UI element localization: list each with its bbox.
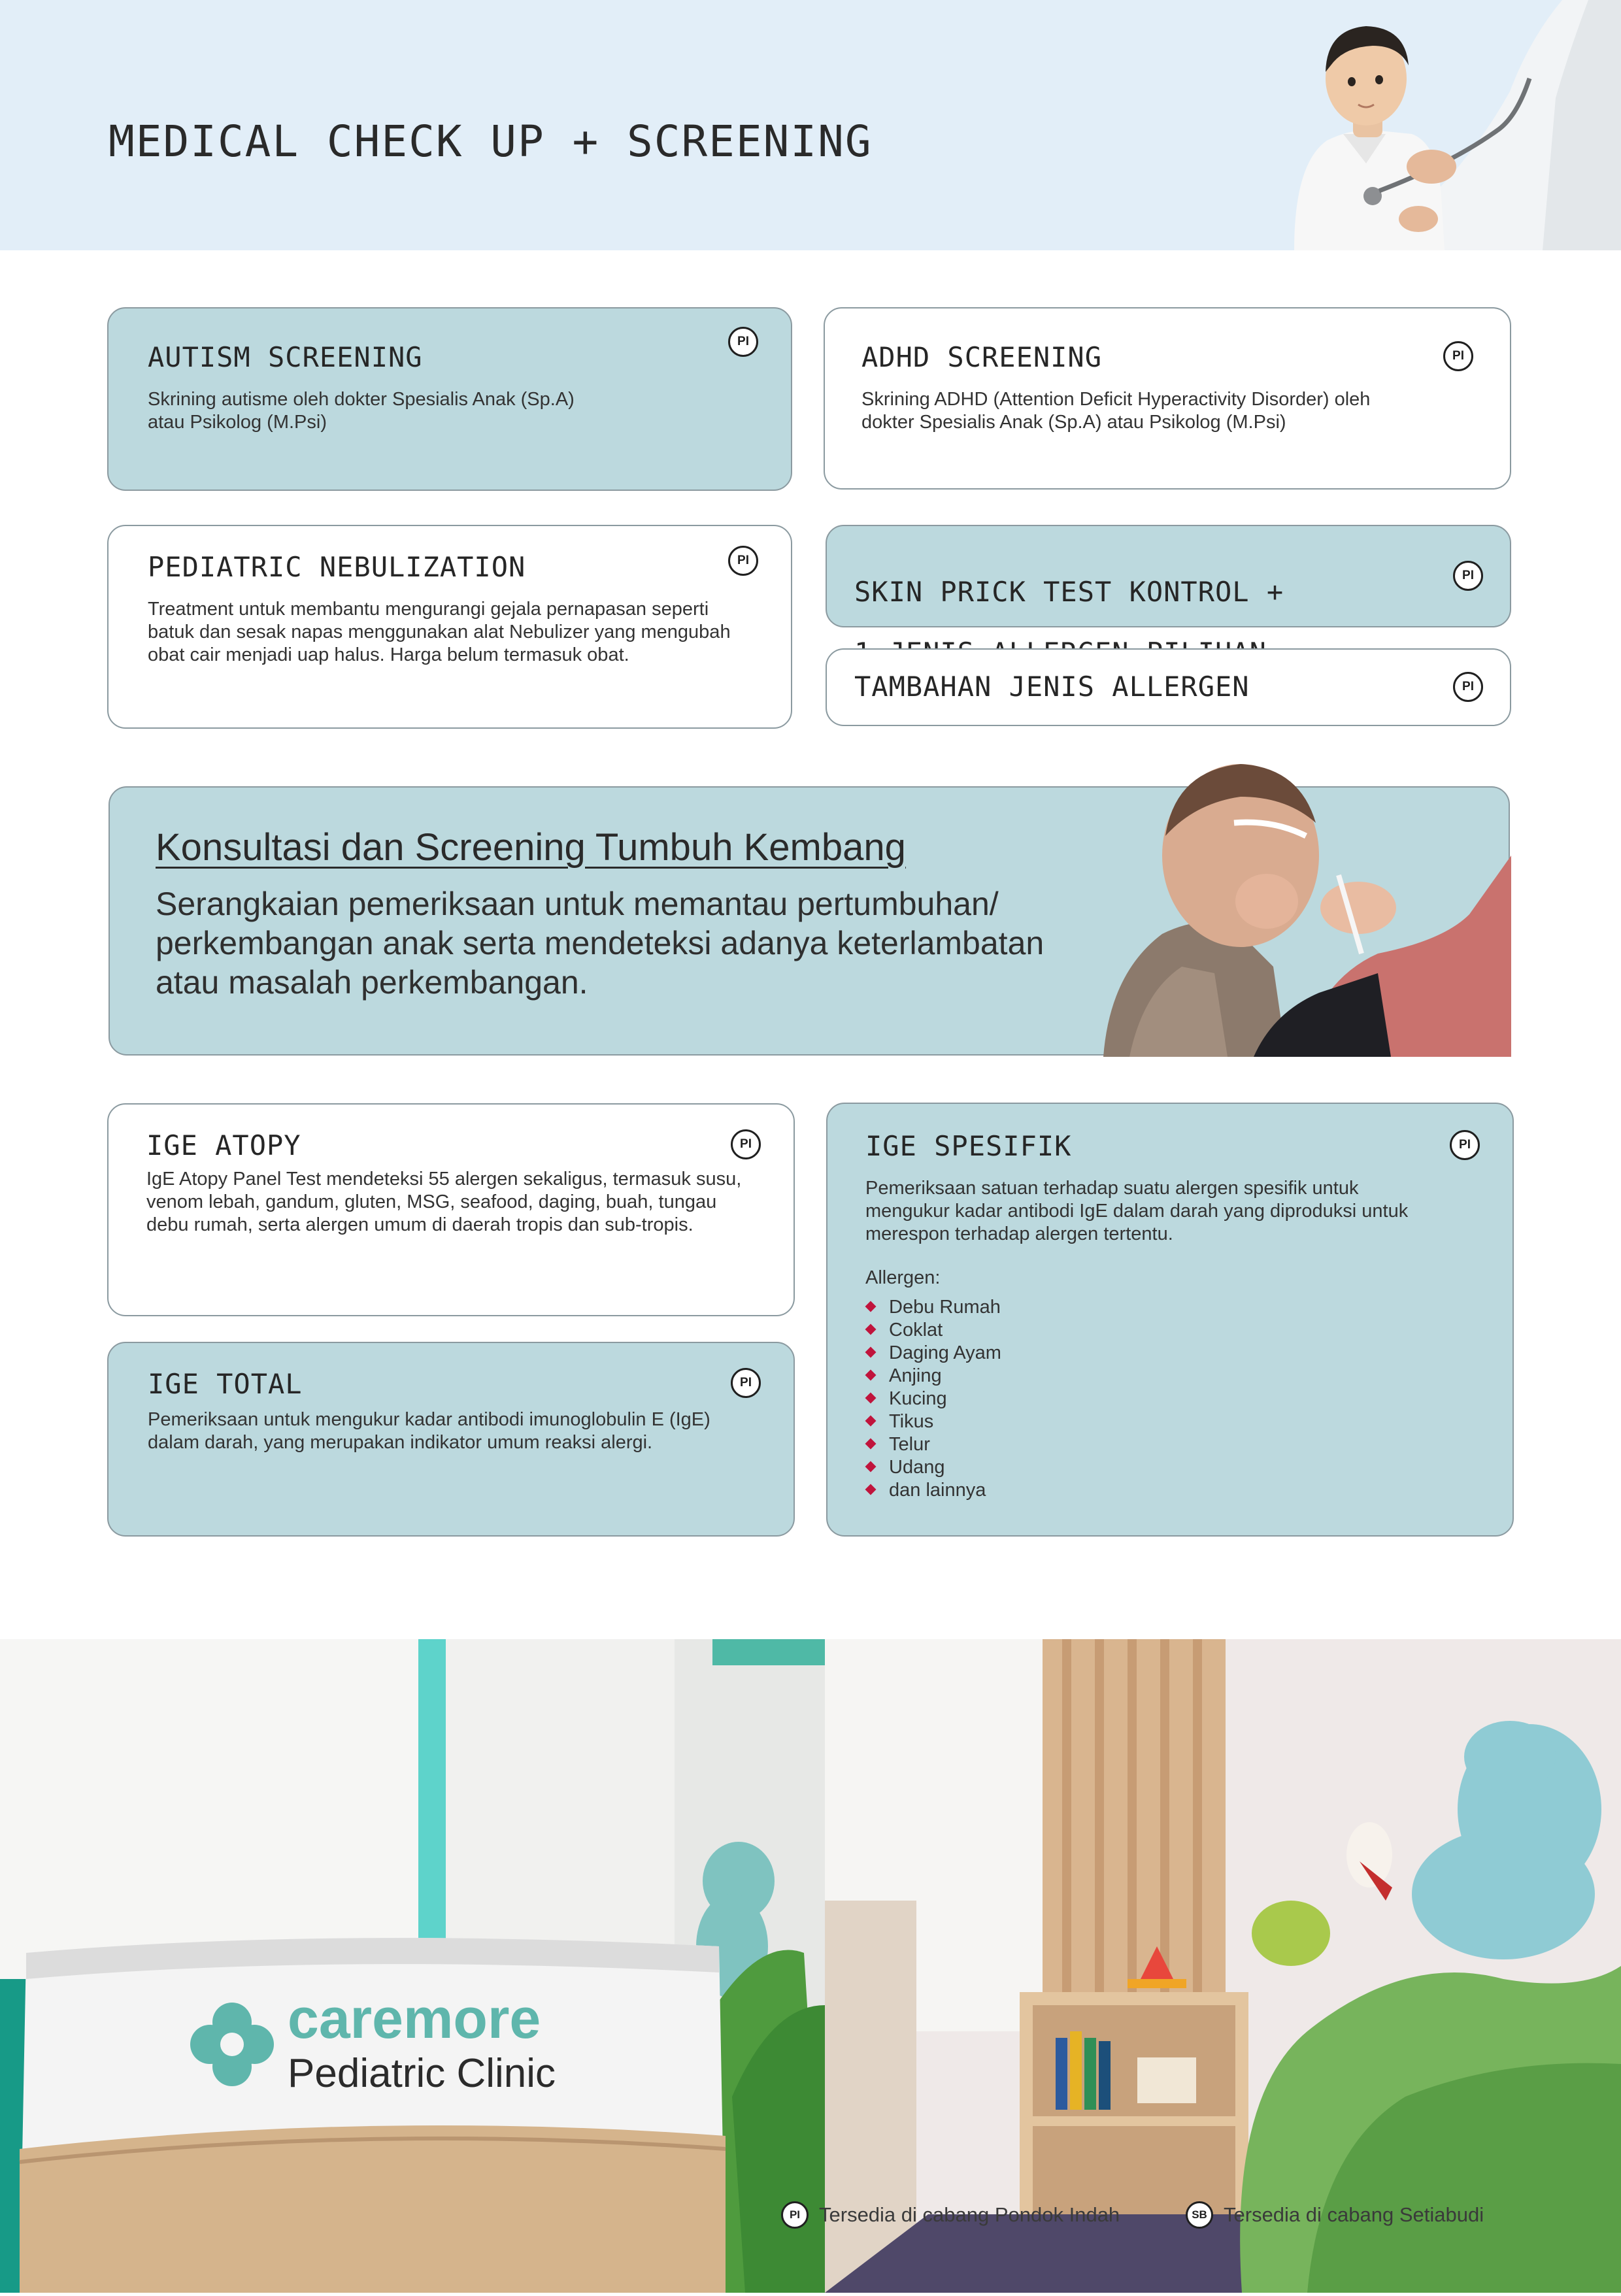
allergen-item: Udang [865,1456,1001,1479]
clinic-brand: caremore [288,1988,541,2050]
pi-badge: PI [728,546,758,576]
legend-text: Tersedia di cabang Pondok Indah [819,2203,1120,2226]
allergen-item: Kucing [865,1388,1001,1410]
card-title: IGE TOTAL [148,1368,303,1400]
card-autism-screening [107,307,792,491]
page-header [0,0,1621,250]
pi-badge: PI [781,2201,809,2229]
page-title: MEDICAL CHECK UP + SCREENING [109,116,873,167]
card-ige-total [107,1342,795,1537]
banner-title: Konsultasi dan Screening Tumbuh Kembang [156,826,906,869]
card-tambahan-allergen [826,648,1511,726]
pi-badge: PI [1450,1130,1480,1160]
card-description: Pemeriksaan untuk mengukur kadar antibodi imunoglobulin E (IgE) dalam darah, yang merupakan indikator umum reaksi alergi. [148,1409,710,1453]
pi-badge: PI [1453,672,1483,702]
allergen-item: dan lainnya [865,1479,1001,1502]
card-description: Skrining ADHD (Attention Deficit Hyperactivity Disorder) oleh dokter Spesialis Anak (Sp.A) atau Psikolog (M.Psi) [861,389,1371,433]
legend-pondok-indah [781,2201,1120,2229]
clinic-interior-illustration [0,1639,1621,2293]
allergen-item: Tikus [865,1410,1001,1433]
baby-measurement-photo [1103,757,1511,1057]
card-pediatric-nebulization [107,525,792,729]
legend-text: Tersedia di cabang Setiabudi [1224,2203,1484,2226]
allergen-item: Debu Rumah [865,1296,1001,1319]
pi-badge: PI [731,1129,761,1159]
child-checkup-photo [1281,0,1621,250]
card-title: AUTISM SCREENING [148,341,423,373]
allergen-item: Telur [865,1433,1001,1456]
card-title: PEDIATRIC NEBULIZATION [148,551,526,583]
pi-badge: PI [1453,561,1483,591]
card-ige-atopy [107,1103,795,1316]
pi-badge: PI [731,1368,761,1398]
allergen-label: Allergen: [865,1267,941,1288]
allergen-item: Coklat [865,1319,1001,1342]
card-title: IGE SPESIFIK [865,1130,1072,1162]
card-skin-prick-test [826,525,1511,627]
clinic-subtitle: Pediatric Clinic [288,2051,556,2096]
pi-badge: PI [728,327,758,357]
legend-setiabudi [1186,2201,1484,2229]
sb-badge: SB [1186,2201,1213,2229]
allergen-item: Anjing [865,1365,1001,1388]
card-title: TAMBAHAN JENIS ALLERGEN [854,671,1250,703]
card-title: ADHD SCREENING [861,341,1103,373]
card-title: IGE ATOPY [146,1129,301,1161]
card-description: Skrining autisme oleh dokter Spesialis Anak (Sp.A) atau Psikolog (M.Psi) [148,389,575,433]
clinic-interior-photo [0,1639,1621,2293]
card-title: SKIN PRICK TEST KONTROL + [854,576,1284,608]
allergen-item: Daging Ayam [865,1342,1001,1365]
tumbuh-kembang-banner [109,786,1510,1056]
card-description: Pemeriksaan satuan terhadap suatu alergen spesifik untuk mengukur kadar antibodi IgE dalam darah yang diproduksi untuk merespon terhadap alergen tertentu. [865,1178,1409,1244]
card-adhd-screening [824,307,1511,490]
card-ige-spesifik [826,1103,1514,1537]
card-description: IgE Atopy Panel Test mendeteksi 55 alergen sekaligus, termasuk susu, venom lebah, gandum, gluten, MSG, seafood, daging, buah, tungau debu rumah, serta alergen umum di daerah tropis dan sub-tropis. [146,1169,742,1235]
banner-description: Serangkaian pemeriksaan untuk memantau pertumbuhan/ perkembangan anak serta mendeteksi adanya keterlambatan atau masalah perkembangan. [156,886,1044,1001]
pi-badge: PI [1443,341,1473,371]
card-description: Treatment untuk membantu mengurangi gejala pernapasan seperti batuk dan sesak napas menggunakan alat Nebulizer yang mengubah obat cair menjadi uap halus. Harga belum termasuk obat. [148,599,731,665]
allergen-list [865,1296,1001,1502]
